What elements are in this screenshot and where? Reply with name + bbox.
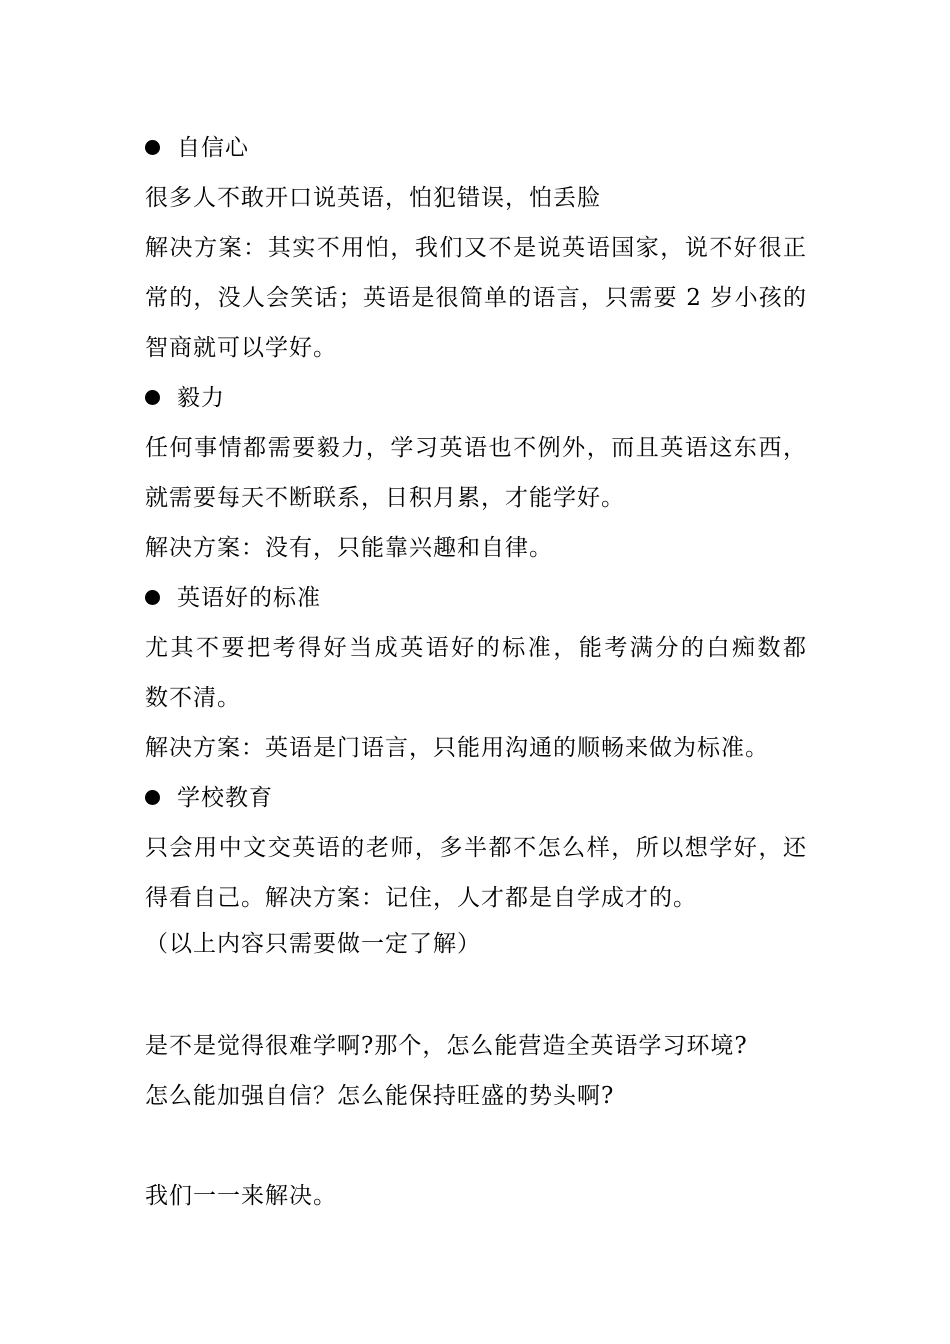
- paragraph-line: 解决方案：其实不用怕，我们又不是说英语国家，说不好很正: [145, 235, 807, 261]
- bullet-icon: [145, 790, 160, 805]
- section-heading-confidence: [145, 133, 825, 163]
- bullet-icon: [145, 140, 160, 155]
- paragraph-line: 解决方案：英语是门语言，只能用沟通的顺畅来做为标准。: [145, 735, 769, 761]
- paragraph-line: 很多人不敢开口说英语，怕犯错误，怕丢脸: [145, 185, 601, 211]
- paragraph-line: 智商就可以学好。: [145, 335, 337, 361]
- paragraph-line: （以上内容只需要做一定了解）: [145, 931, 481, 957]
- paragraph-line: 只会用中文交英语的老师，多半都不怎么样，所以想学好，还: [145, 835, 807, 861]
- paragraph-line: 常的，没人会笑话；英语是很简单的语言，只需要 2 岁小孩的: [145, 285, 807, 311]
- bullet-icon: [145, 390, 160, 405]
- paragraph-line: 任何事情都需要毅力，学习英语也不例外，而且英语这东西，: [145, 435, 807, 461]
- paragraph-line: 数不清。: [145, 685, 241, 711]
- section-heading-school: [145, 783, 825, 813]
- paragraph-line: 得看自己。解决方案：记住，人才都是自学成才的。: [145, 885, 697, 911]
- paragraph-line: 解决方案：没有，只能靠兴趣和自律。: [145, 535, 553, 561]
- paragraph-line: 就需要每天不断联系，日积月累，才能学好。: [145, 485, 625, 511]
- section-heading-perseverance: [145, 383, 825, 413]
- heading-text: 自信心: [177, 135, 249, 161]
- closing-question-line: 是不是觉得很难学啊?那个，怎么能营造全英语学习环境?: [145, 1033, 748, 1059]
- bullet-icon: [145, 590, 160, 605]
- heading-text: 英语好的标准: [177, 585, 321, 611]
- paragraph-line: 尤其不要把考得好当成英语好的标准，能考满分的白痴数都: [145, 635, 807, 661]
- closing-final-line: 我们一一来解决。: [145, 1183, 337, 1209]
- closing-question-line: 怎么能加强自信？怎么能保持旺盛的势头啊?: [145, 1083, 615, 1109]
- heading-text: 学校教育: [177, 785, 273, 811]
- heading-text: 毅力: [177, 385, 225, 411]
- section-heading-standard: [145, 583, 825, 613]
